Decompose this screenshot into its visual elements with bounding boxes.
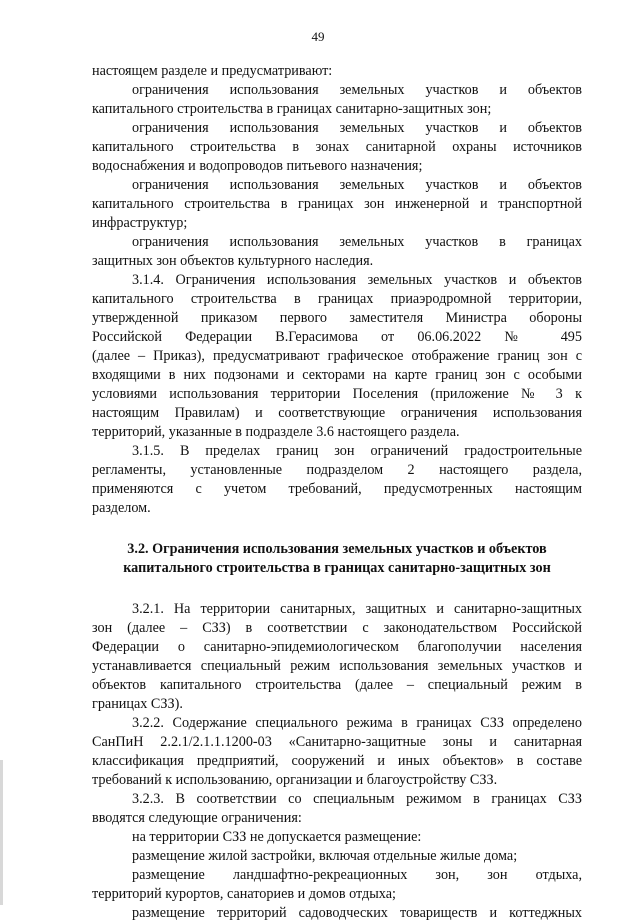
text-line: размещение ландшафтно-рекреационных зон, зон отдыха,	[132, 867, 582, 883]
text-line: условиями использования территории Поселения (приложение № 3 к	[92, 386, 582, 402]
text-line: настоящем разделе и предусматривают:	[92, 63, 333, 79]
text-line: ограничения использования земельных участков и объектов	[132, 82, 582, 98]
text-line: размещение жилой застройки, включая отдельные жилые дома;	[132, 848, 518, 864]
text-line: водоснабжения и водопроводов питьевого назначения;	[92, 158, 423, 174]
text-line: инфраструктур;	[92, 215, 188, 231]
scan-edge-shadow	[0, 760, 3, 905]
section-3-1-continuation	[92, 62, 582, 518]
text-line: на территории СЗЗ не допускается размещение:	[132, 829, 422, 845]
page-body	[92, 62, 582, 923]
text-line: территорий курортов, санаториев и домов отдыха;	[92, 886, 396, 902]
text-line: разделом.	[92, 500, 151, 516]
text-line: СанПиН 2.2.1/2.1.1.1200-03 «Санитарно-защитные зоны и санитарная	[92, 734, 582, 750]
text-line: Федерации о санитарно-эпидемиологическом благополучии населения	[92, 639, 582, 655]
text-line: настоящим Правилам) и соответствующие ограничения использования	[92, 405, 582, 421]
text-line: зон (далее – СЗЗ) в соответствии с законодательством Российской	[92, 620, 582, 636]
section-3-2-heading	[92, 540, 582, 578]
text-line: вводятся следующие ограничения:	[92, 810, 302, 826]
text-line: 3.1.5. В пределах границ зон ограничений градостроительные	[132, 443, 582, 459]
text-line: регламенты, установленные подразделом 2 настоящего раздела,	[92, 462, 582, 478]
text-line: 3.2.3. В соответствии со специальным режимом в границах СЗЗ	[132, 791, 582, 807]
text-line: границах СЗЗ).	[92, 696, 183, 712]
text-line: Российской Федерации В.Герасимова от 06.06.2022 № 495	[92, 329, 582, 345]
text-line: ограничения использования земельных участков и объектов	[132, 120, 582, 136]
text-line: устанавливается специальный режим использования земельных участков и	[92, 658, 582, 674]
text-line: капитального строительства в границах зон инженерной и транспортной	[92, 196, 582, 212]
text-line: 3.1.4. Ограничения использования земельных участков и объектов	[132, 272, 582, 288]
heading-line: 3.2. Ограничения использования земельных участков и объектов	[127, 541, 547, 557]
text-line: объектов капитального строительства (далее – специальный режим в	[92, 677, 582, 693]
text-line: капитального строительства в границах санитарно-защитных зон;	[92, 101, 492, 117]
section-3-2-body	[92, 600, 582, 923]
text-line: утвержденной приказом первого заместителя Министра обороны	[92, 310, 582, 326]
text-line: 3.2.2. Содержание специального режима в границах СЗЗ определено	[132, 715, 582, 731]
heading-line: капитального строительства в границах санитарно-защитных зон	[123, 560, 551, 576]
text-line: входящими в них подзонами и секторами на карте границ зон с особыми	[92, 367, 582, 383]
text-line: ограничения использования земельных участков в границах	[132, 234, 582, 250]
text-line: капитального строительства в границах приаэродромной территории,	[92, 291, 582, 307]
text-line: территорий, указанные в подразделе 3.6 настоящего раздела.	[92, 424, 460, 440]
text-line: защитных зон объектов культурного наследия.	[92, 253, 374, 269]
text-line: 3.2.1. На территории санитарных, защитных и санитарно-защитных	[132, 601, 582, 617]
text-line: применяются с учетом требований, предусмотренных настоящим	[92, 481, 582, 497]
text-line: классификация предприятий, сооружений и иных объектов» в составе	[92, 753, 582, 769]
text-line: (далее – Приказ), предусматривают графическое отображение границ зон с	[92, 348, 582, 364]
text-line: капитального строительства в зонах санитарной охраны источников	[92, 139, 582, 155]
text-line: требований к использованию, организации и благоустройству СЗЗ.	[92, 772, 498, 788]
page-number: 49	[311, 29, 325, 44]
text-line: размещение территорий садоводческих товариществ и коттеджных	[132, 905, 582, 921]
text-line: ограничения использования земельных участков и объектов	[132, 177, 582, 193]
